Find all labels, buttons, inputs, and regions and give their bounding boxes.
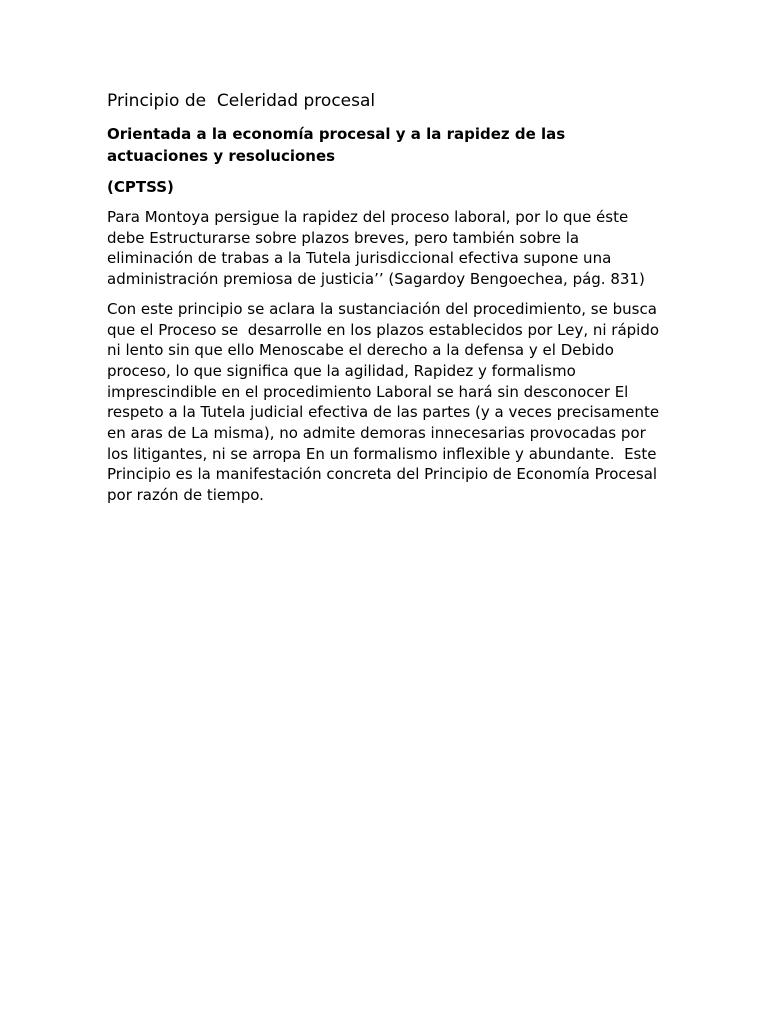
law-code: (CPTSS) [107,178,174,196]
document-title: Principio de Celeridad procesal [107,91,376,111]
document-subtitle: Orientada a la economía procesal y a la rapidez de las actuaciones y resoluciones [107,125,566,165]
paragraph-1: Para Montoya persigue la rapidez del proceso laboral, por lo que éste debe Estructurarse sobre plazos breves, pero también sobre la eliminación de trabas a la Tutela jurisdiccional efectiva supone una administración premiosa de justicia’’ (Sagardoy Bengoechea, pág. 831) [107,208,645,289]
paragraph-2: Con este principio se aclara la sustanciación del procedimiento, se busca que el Proceso se desarrolle en los plazos establecidos por Ley, ni rápido ni lento sin que ello Menoscabe el derecho a la defensa y el Debido proceso, lo que significa que la agilidad, Rapidez y formalismo imprescindible en el procedimiento Laboral se hará sin desconocer El respeto a la Tutela judicial efectiva de las partes (y a veces precisamente en aras de La misma), no admite demoras innecesarias provocadas por los litigantes, ni se arropa En un formalismo inflexible y abundante. Este Principio es la manifestación concreta del Principio de Economía Procesal por razón de tiempo. [107,299,664,505]
document-page [107,90,667,515]
